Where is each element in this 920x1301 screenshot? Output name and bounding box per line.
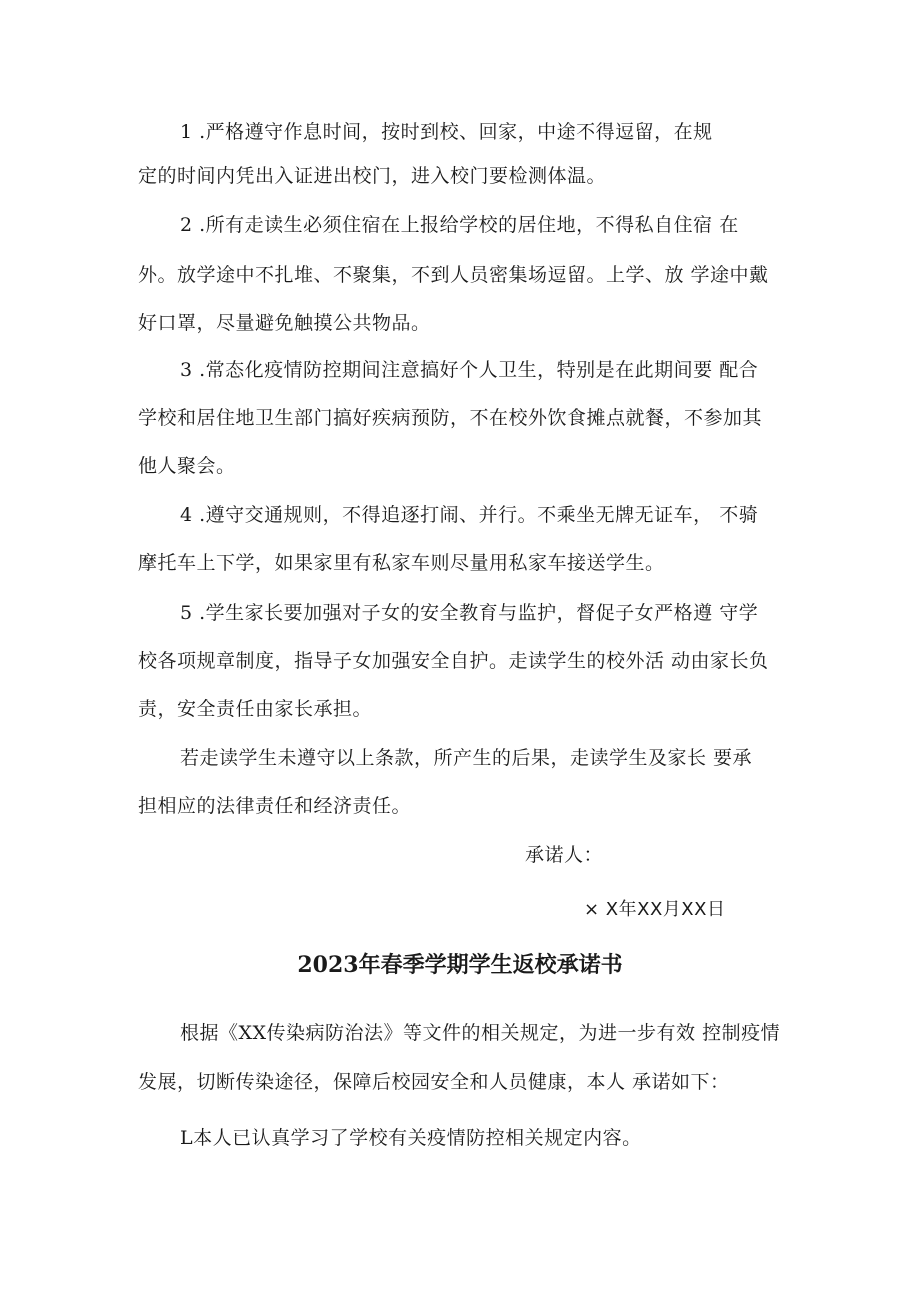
rule-1-line-1: 1 .严格遵守作息时间，按时到校、回家，中途不得逗留，在规 xyxy=(180,121,713,143)
rule-1-line-2: 定的时间内凭出入证进出校门，进入校门要检测体温。 xyxy=(138,165,607,187)
rule-5-line-1: 5 .学生家长要加强对子女的安全教育与监护，督促子女严格遵 守学 xyxy=(180,602,759,624)
rule-3-line-1: 3 .常态化疫情防控期间注意搞好个人卫生，特别是在此期间要 配合 xyxy=(180,359,759,381)
rule-3-line-3: 他人聚会。 xyxy=(138,455,236,477)
pledge-item-1: L本人已认真学习了学校有关疫情防控相关规定内容。 xyxy=(180,1127,642,1149)
rule-3-line-2: 学校和居住地卫生部门搞好疾病预防，不在校外饮食摊点就餐，不参加其 xyxy=(138,407,763,429)
rule-2-line-1: 2 .所有走读生必须住宿在上报给学校的居住地，不得私自住宿 在 xyxy=(180,214,739,236)
intro-line-1: 根据《XX传染病防治法》等文件的相关规定，为进一步有效 控制疫情 xyxy=(180,1022,781,1044)
rule-5-line-2: 校各项规章制度，指导子女加强安全自护。走读学生的校外活 动由家长负 xyxy=(138,650,769,672)
closing-line-1: 若走读学生未遵守以上条款，所产生的后果，走读学生及家长 要承 xyxy=(180,747,753,769)
closing-line-2: 担相应的法律责任和经济责任。 xyxy=(138,795,412,817)
rule-2-line-2: 外。放学途中不扎堆、不聚集，不到人员密集场逗留。上学、放 学途中戴 xyxy=(138,264,769,286)
signer-label: 承诺人： xyxy=(525,844,604,866)
signature-date: × X年XX月XX日 xyxy=(584,899,726,920)
document-title: 2023年春季学期学生返校承诺书 xyxy=(297,952,623,978)
rule-4-line-1: 4 .遵守交通规则，不得追逐打闹、并行。不乘坐无牌无证车， 不骑 xyxy=(180,504,759,526)
rule-2-line-3: 好口罩，尽量避免触摸公共物品。 xyxy=(138,312,431,334)
rule-4-line-2: 摩托车上下学，如果家里有私家车则尽量用私家车接送学生。 xyxy=(138,552,665,574)
rule-5-line-3: 责，安全责任由家长承担。 xyxy=(138,698,373,720)
intro-line-2: 发展，切断传染途径，保障后校园安全和人员健康，本人 承诺如下： xyxy=(138,1071,730,1093)
